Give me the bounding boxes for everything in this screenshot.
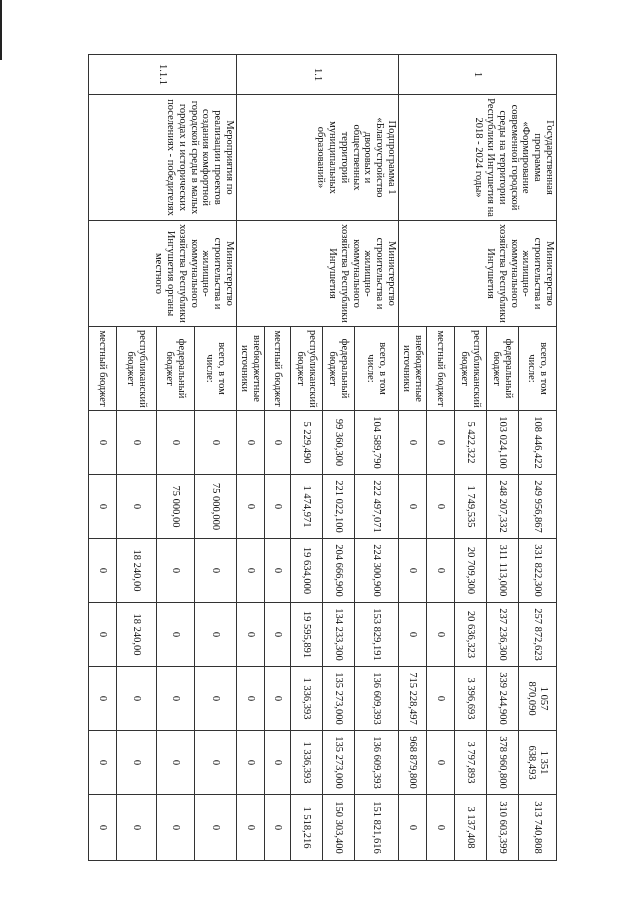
amount-cell: 0 [265,795,291,861]
amount-cell: 339 244,900 [487,667,519,731]
amount-cell: 0 [89,731,117,795]
funding-source: местный бюджет [89,327,117,411]
funding-source: всего, в том числе: [519,327,557,411]
amount-cell: 0 [117,667,157,731]
amount-cell: 18 240,00 [117,603,157,667]
amount-cell: 3 137,408 [455,795,487,861]
amount-cell: 313 740,808 [519,795,557,861]
amount-cell: 136 609,393 [355,731,399,795]
amount-cell: 151 821,616 [355,795,399,861]
amount-cell: 0 [399,539,427,603]
amount-cell: 1 351 638,493 [519,731,557,795]
amount-cell: 0 [237,667,265,731]
amount-cell: 0 [237,475,265,539]
amount-cell: 248 207,332 [487,475,519,539]
amount-cell: 311 113,000 [487,539,519,603]
program-name: Мероприятия по реализации проектов создания комфортной городской среды в малых городах и исторических поселениях - победителях [89,95,237,221]
amount-cell: 1 057 870,090 [519,667,557,731]
amount-cell: 0 [427,795,455,861]
amount-cell: 0 [89,475,117,539]
funding-source: федеральный бюджет [157,327,195,411]
amount-cell: 0 [427,539,455,603]
amount-cell: 0 [265,411,291,475]
item-code: 1.1 [237,55,399,95]
amount-cell: 0 [157,603,195,667]
amount-cell: 3 797,893 [455,731,487,795]
amount-cell: 0 [89,603,117,667]
amount-cell: 1 336,393 [291,731,323,795]
executor-name: Министерство строительства и жилищно-коммунального хозяйства Республики Ингушетия [237,221,399,327]
amount-cell: 204 666,900 [323,539,355,603]
amount-cell: 0 [157,411,195,475]
amount-cell: 0 [157,795,195,861]
amount-cell: 75 000,000 [195,475,237,539]
amount-cell: 0 [399,475,427,539]
table-row [519,55,557,861]
amount-cell: 0 [117,731,157,795]
amount-cell: 0 [117,795,157,861]
amount-cell: 0 [399,411,427,475]
amount-cell: 968 879,800 [399,731,427,795]
amount-cell: 5 422,322 [455,411,487,475]
amount-cell: 0 [195,795,237,861]
amount-cell: 331 822,300 [519,539,557,603]
amount-cell: 0 [237,603,265,667]
amount-cell: 104 589,790 [355,411,399,475]
amount-cell: 18 240,00 [117,539,157,603]
funding-source: внебюджетные источники [399,327,427,411]
amount-cell: 153 829,191 [355,603,399,667]
amount-cell: 0 [427,731,455,795]
amount-cell: 0 [195,539,237,603]
amount-cell: 249 956,867 [519,475,557,539]
item-code: 1 [399,55,557,95]
amount-cell: 0 [195,411,237,475]
amount-cell: 75 000,00 [157,475,195,539]
amount-cell: 0 [427,475,455,539]
amount-cell: 0 [117,411,157,475]
table-row [195,55,237,861]
amount-cell: 0 [89,539,117,603]
amount-cell: 0 [237,539,265,603]
amount-cell: 135 273,000 [323,731,355,795]
program-name: Государственная программа «Формирование современной городской среды на территории Республики Ингушетия на 2018 - 2024 годы» [399,95,557,221]
amount-cell: 0 [195,667,237,731]
amount-cell: 224 300,900 [355,539,399,603]
amount-cell: 0 [89,411,117,475]
amount-cell: 221 022,100 [323,475,355,539]
funding-source: республиканский бюджет [117,327,157,411]
amount-cell: 0 [237,411,265,475]
amount-cell: 19 634,000 [291,539,323,603]
amount-cell: 0 [427,411,455,475]
funding-source: республиканский бюджет [291,327,323,411]
amount-cell: 0 [89,667,117,731]
table-row [355,55,399,861]
amount-cell: 1 749,535 [455,475,487,539]
amount-cell: 378 960,800 [487,731,519,795]
amount-cell: 134 233,300 [323,603,355,667]
amount-cell: 0 [265,475,291,539]
amount-cell: 0 [265,539,291,603]
amount-cell: 136 609,393 [355,667,399,731]
amount-cell: 0 [195,603,237,667]
funding-source: федеральный бюджет [323,327,355,411]
amount-cell: 0 [265,731,291,795]
amount-cell: 0 [265,603,291,667]
amount-cell: 0 [427,667,455,731]
item-code: 1.1.1 [89,55,237,95]
amount-cell: 108 446,422 [519,411,557,475]
amount-cell: 222 497,071 [355,475,399,539]
amount-cell: 99 360,300 [323,411,355,475]
amount-cell: 0 [399,603,427,667]
amount-cell: 310 603,399 [487,795,519,861]
amount-cell: 19 595,891 [291,603,323,667]
amount-cell: 237 236,300 [487,603,519,667]
amount-cell: 0 [427,603,455,667]
amount-cell: 0 [237,795,265,861]
amount-cell: 3 396,693 [455,667,487,731]
funding-source: всего, в том числе: [195,327,237,411]
amount-cell: 103 024,100 [487,411,519,475]
funding-source: местный бюджет [265,327,291,411]
amount-cell: 5 229,490 [291,411,323,475]
executor-name: Министерство строительства и жилищно-коммунального хозяйства Республики Ингушетия органы местного [89,221,237,327]
amount-cell: 0 [265,667,291,731]
funding-source: местный бюджет [427,327,455,411]
program-name: Подпрограмма 1 «Благоустройство дворовых и общественных территорий муниципальных образований» [237,95,399,221]
amount-cell: 0 [237,731,265,795]
amount-cell: 1 518,216 [291,795,323,861]
amount-cell: 135 273,000 [323,667,355,731]
amount-cell: 0 [157,539,195,603]
amount-cell: 20 709,300 [455,539,487,603]
funding-source: республиканский бюджет [455,327,487,411]
amount-cell: 150 303,400 [323,795,355,861]
funding-source: федеральный бюджет [487,327,519,411]
amount-cell: 0 [117,475,157,539]
funding-source: внебюджетные источники [237,327,265,411]
amount-cell: 1 474,971 [291,475,323,539]
amount-cell: 0 [157,667,195,731]
executor-name: Министерство строительства и жилищно-коммунального хозяйства Республики Ингушетия [399,221,557,327]
funding-source: всего, в том числе: [355,327,399,411]
amount-cell: 20 636,323 [455,603,487,667]
amount-cell: 0 [195,731,237,795]
funding-table [88,54,557,861]
amount-cell: 1 336,393 [291,667,323,731]
amount-cell: 715 228,497 [399,667,427,731]
amount-cell: 0 [399,795,427,861]
amount-cell: 0 [89,795,117,861]
amount-cell: 0 [157,731,195,795]
amount-cell: 257 872,623 [519,603,557,667]
